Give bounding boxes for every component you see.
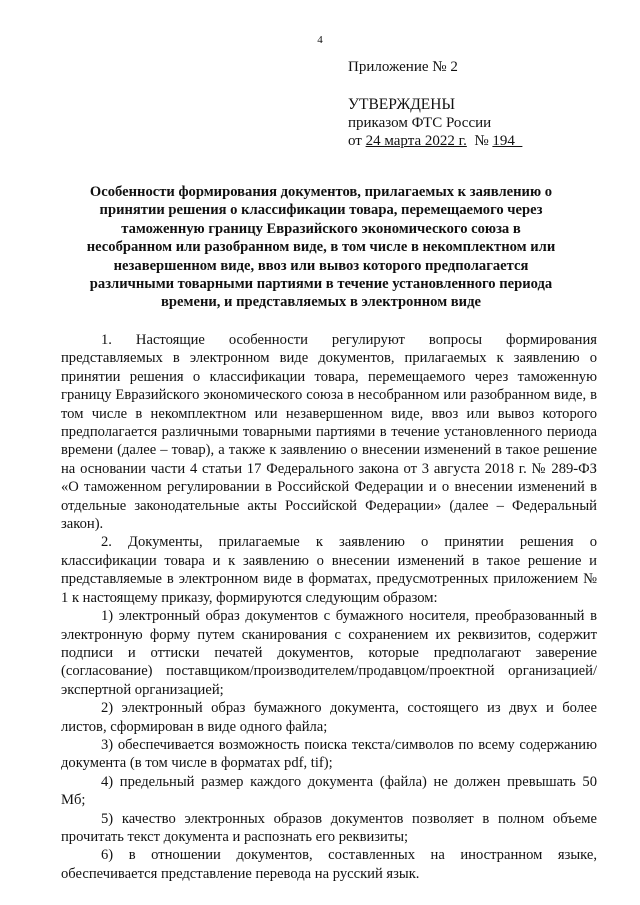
order-date: 24 марта 2022 г. — [365, 133, 467, 149]
page-number: 4 — [317, 34, 323, 46]
order-number: 194 — [492, 133, 523, 149]
paragraph: 2) электронный образ бумажного документа, состоящего из двух и более листов, сформирован в виде одного файла; — [61, 700, 597, 735]
paragraph: 4) предельный размер каждого документа (файла) не должен превышать 50 Мб; — [61, 773, 597, 809]
document-title: Особенности формирования документов, прилагаемых к заявлению о принятии решения о классификации товара, перемещаемого через таможенную границу Евразийского экономического союза в несобранном или разобранном виде, в том числе в некомплектном или незавершенном виде, ввоз или вывоз которого предполагается различными товарными партиями в течение установленного периода времени, и представляемых в электронном виде — [86, 184, 556, 311]
paragraph: 1) электронный образ документов с бумажного носителя, преобразованный в электронную форму путем сканирования с сохранением их реквизитов, содержит подписи и оттиски печатей документов, которые предполагают заверение (согласование) поставщиком/производителем/продавцом/проектной организацией/экспертной организацией; — [61, 608, 597, 698]
paragraph: 5) качество электронных образов документов позволяет в полном объеме прочитать текст документа и распознать его реквизиты; — [61, 810, 597, 845]
date-prefix: от — [348, 133, 366, 149]
annex-label: Приложение № 2 — [348, 59, 458, 75]
paragraph: 1. Настоящие особенности регулируют вопросы формирования представляемых в электронном виде документов, прилагаемых к заявлению о принятии решения о классификации товара, перемещаемого через таможенную границу Евразийского экономического союза в несобранном или разобранном виде, в том числе в некомплектном или незавершенном виде, ввоз или вывоз которого предполагается различными товарными партиями в течение установленного периода времени (далее – товар), а также к заявлению о внесении изменений в такое решение на основании части 4 статьи 17 Федерального закона от 3 августа 2018 г. № 289-ФЗ «О таможенном регулировании в Российской Федерации и о внесении изменений в отдельные законодательные акты Российской Федерации» (далее – Федеральный закон). — [61, 332, 597, 533]
number-sign: № — [466, 133, 493, 149]
document-body — [61, 331, 597, 883]
approved-label: УТВЕРЖДЕНЫ — [348, 96, 455, 113]
approval-block — [348, 58, 598, 150]
order-date-line — [348, 132, 598, 150]
paragraph: 6) в отношении документов, составленных на иностранном языке, обеспечивается представление перевода на русский язык. — [61, 847, 597, 882]
order-label: приказом ФТС России — [348, 115, 492, 131]
paragraph: 2. Документы, прилагаемые к заявлению о принятии решения о классификации товара и к заявлению о внесении изменений в такое решение и представляемые в электронном виде в форматах, предусмотренных приложением № 1 к настоящему приказу, формируются следующим образом: — [61, 534, 597, 606]
paragraph: 3) обеспечивается возможность поиска текста/символов по всему содержанию документа (в том числе в форматах pdf, tif); — [61, 736, 597, 772]
